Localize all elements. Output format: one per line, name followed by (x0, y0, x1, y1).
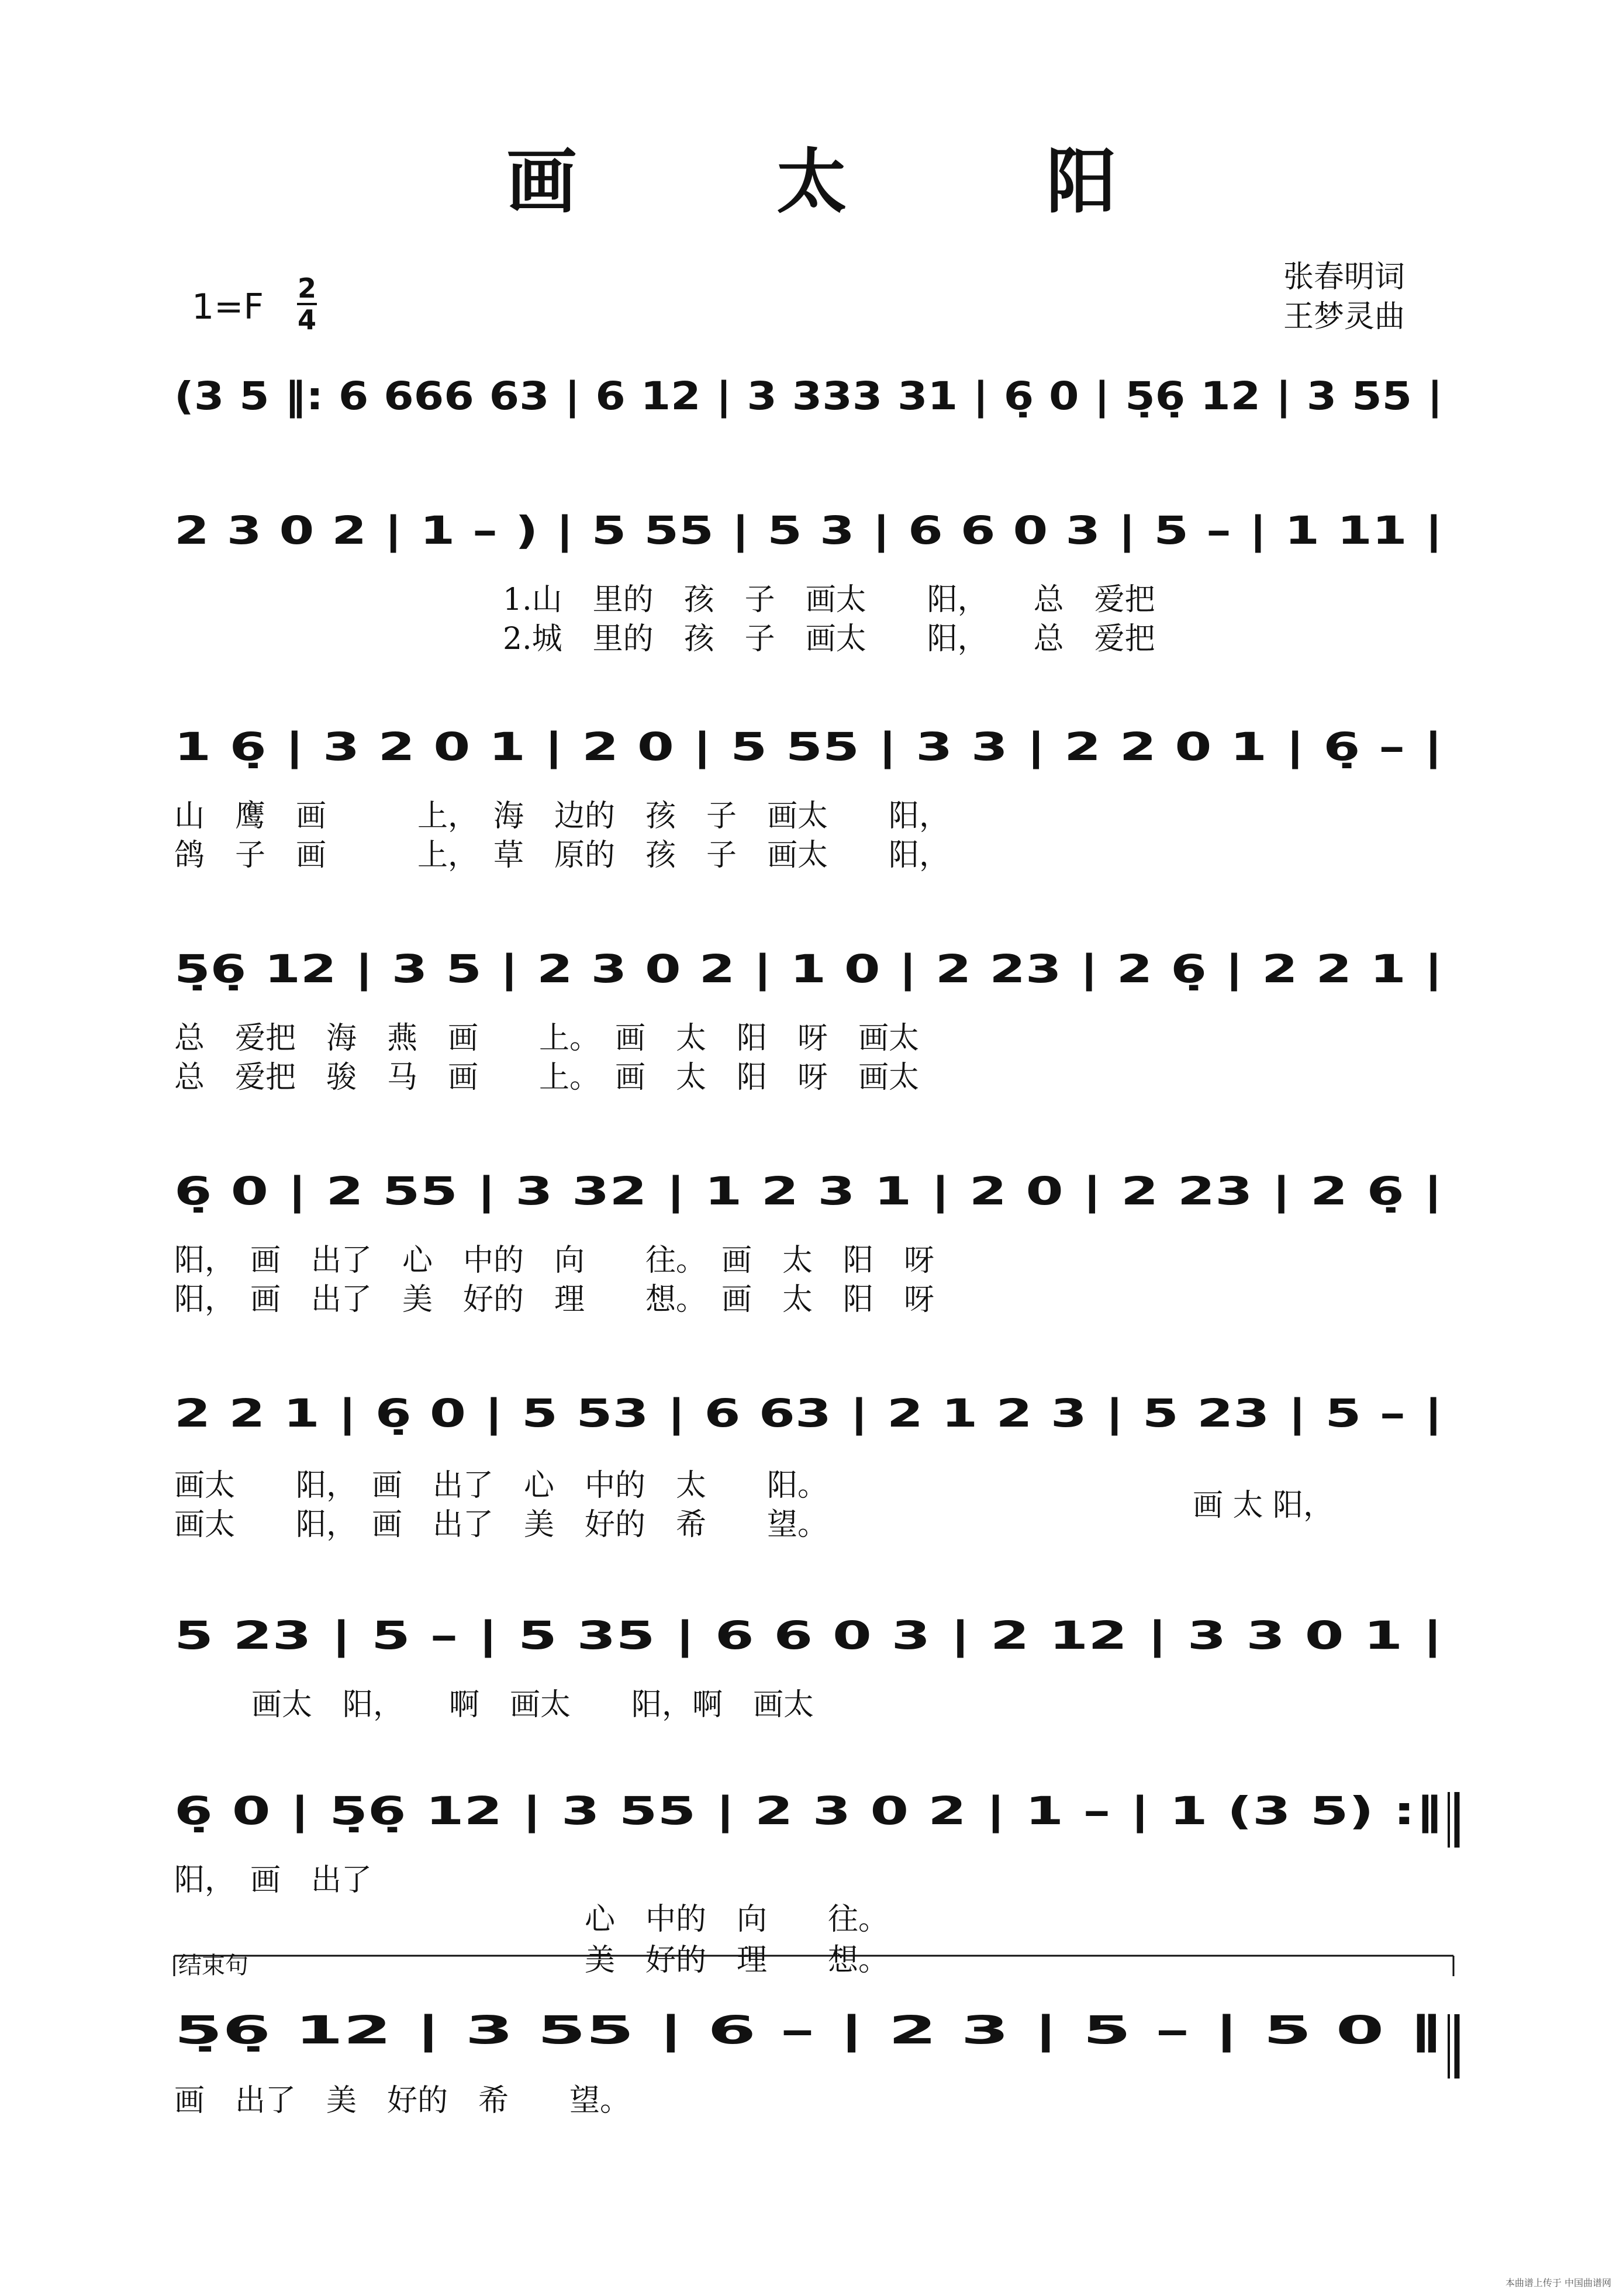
lyric-line: 鸽 子 画 上， 草 原的 孩 子 画太 阳， (174, 838, 950, 873)
notation-line: 5̣6̣ 12 | 3 55 | 6 – | 2 3 | 5 – | 5 0 ‖ (174, 2008, 880, 2053)
ending-label: 结束句 (178, 1952, 248, 1979)
lyric-line: 阳， 画 出了 心 中的 向 往。 画 太 阳 呀 (174, 1243, 935, 1278)
lyric-line: 2.城 里的 孩 子 画太 阳， 总 爱把 (503, 622, 1155, 657)
lyric-line: 总 爱把 骏 马 画 上。 画 太 阳 呀 画太 (174, 1060, 920, 1095)
lyric-line: 画太 阳， 画 出了 心 中的 太 阳。 (174, 1468, 828, 1503)
lyric-line: 阳， 画 出了 (174, 1863, 372, 1898)
notation-line: 2 2 1 | 6̣ 0 | 5 53 | 6 63 | 2 1 2 3 | 5 23 | 5 – | (174, 1391, 1111, 1436)
lyric-line: 总 爱把 海 燕 画 上。 画 太 阳 呀 画太 (174, 1021, 920, 1056)
lyricist: 张春明词 (1283, 260, 1406, 295)
notation-line: 5̣6̣ 12 | 3 5 | 2 3 0 2 | 1 0 | 2 23 | 2 6̣ | 2 2 1 | (174, 947, 1119, 992)
footer-note: 本曲谱上传于 中国曲谱网 (1505, 2277, 1611, 2288)
lyric-line: 画太 阳， 啊 画太 阳，啊 画太 (251, 1687, 814, 1722)
lyric-line: 心 中的 向 往。 (585, 1902, 889, 1937)
key-signature: 1=F (192, 286, 264, 327)
notation-line: 6̣ 0 | 5̣6̣ 12 | 3 55 | 2 3 0 2 | 1 – | 1 (3 5) :‖ (174, 1789, 1059, 1834)
meter-top: 2 (297, 272, 316, 304)
lyric-line: 画 出了 美 好的 希 望。 (174, 2083, 631, 2118)
lyrics (174, 582, 1334, 2118)
song-title: 画 太 阳 (506, 140, 1204, 223)
notation-line: (3 5 ‖: 6 666 63 | 6 12 | 3 333 31 | 6̣ 0 | 5̣6̣ 12 | 3 55 | (174, 374, 1305, 419)
notation-line: 1 6̣ | 3 2 0 1 | 2 0 | 5 55 | 3 3 | 2 2 0 1 | 6̣ – | (174, 724, 1098, 769)
lyric-line: 1.山 里的 孩 子 画太 阳， 总 爱把 (503, 582, 1155, 617)
lyric-line: 画太 阳， 画 出了 美 好的 希 望。 (174, 1507, 828, 1542)
lyric-line: 山 鹰 画 上， 海 边的 孩 子 画太 阳， (174, 799, 950, 834)
side-lyric: 画 太 阳， (1193, 1488, 1334, 1523)
lyric-line: 阳， 画 出了 美 好的 理 想。 画 太 阳 呀 (174, 1282, 935, 1317)
lyric-line: 美 好的 理 想。 (585, 1943, 889, 1978)
notation-line: 2 3 0 2 | 1 – ) | 5 55 | 5 3 | 6 6 0 3 | 5 – | 1 11 | (174, 508, 1148, 553)
notation-line: 6̣ 0 | 2 55 | 3 32 | 1 2 3 1 | 2 0 | 2 23 | 2 6̣ | (174, 1169, 1079, 1214)
meter-bottom: 4 (297, 304, 316, 336)
composer: 王梦灵曲 (1283, 299, 1406, 334)
notation-line: 5 23 | 5 – | 5 35 | 6 6 0 3 | 2 12 | 3 3 0 1 | (174, 1613, 1044, 1658)
